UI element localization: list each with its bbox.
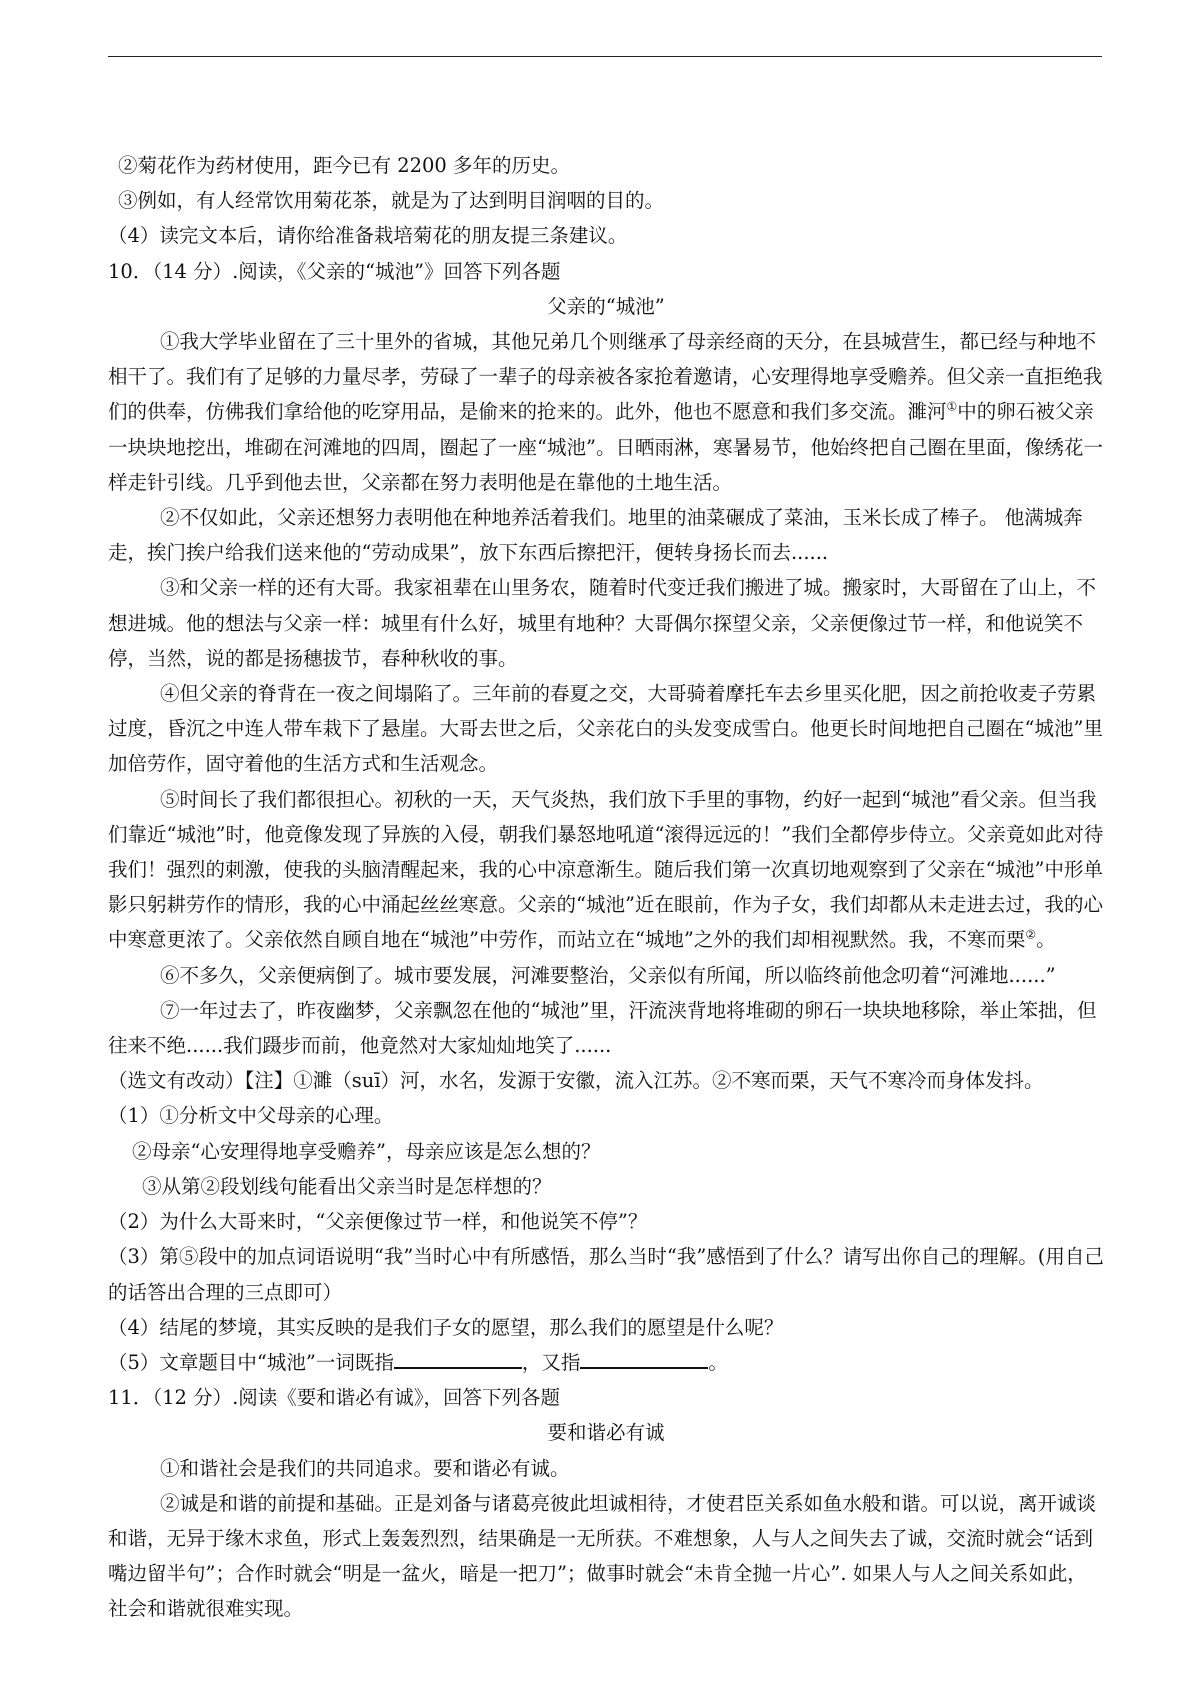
footnote-marker-2: ② — [1025, 927, 1037, 942]
footnote-marker-1: ① — [946, 399, 958, 414]
q10-question-4: （4）结尾的梦境，其实反映的是我们子女的愿望，那么我们的愿望是什么呢？ — [108, 1315, 784, 1339]
answer-blank-1[interactable] — [394, 1347, 522, 1369]
q10-paragraph-4: ④但父亲的脊背在一夜之间塌陷了。三年前的春夏之交，大哥骑着摩托车去乡里买化肥，因之前抢收麦子劳累过度，昏沉之中连人带车栽下了悬崖。大哥去世之后，父亲花白的头发变成雪白。他更长时间地把自己圈在“城池”里加倍劳作，固守着他的生活方式和生活观念。 — [108, 682, 1103, 776]
p1-text-a: ①我大学毕业留在了三十里外的省城，其他兄弟几个则继承了母亲经商的天分，在县城营生，都已经与种地不相干了。我们有了足够的力量尽孝，劳碌了一辈子的母亲被各家抢着邀请，心安理得地享受赡养。但父亲一直拒绝我们的供奉，仿佛我们拿给他的吃穿用品，是偷来的抢来的。此外，他也不愿意和我们多交流。濉河 — [108, 330, 1103, 424]
header-rule — [108, 56, 1102, 57]
q10-question-1-2: ②母亲“心安理得地享受赡养”，母亲应该是怎么想的？ — [132, 1139, 601, 1163]
p1-text-b: 中的卵石被父亲一块块地挖出，堆砌在河滩地的四周，圈起了一座“城池”。日晒雨淋，寒暑易节，他始终把自己圈在里面，像绣花一样走针引线。几乎到他去世，父亲都在努力表明他是在靠他的土地生活。 — [108, 400, 1103, 494]
q10-paragraph-7: ⑦一年过去了，昨夜幽梦，父亲飘忽在他的“城池”里，汗流浃背地将堆砌的卵石一块块地移除，举止笨拙，但往来不绝......我们蹑步而前，他竟然对大家灿灿地笑了...... — [108, 998, 1097, 1058]
q11-article-title: 要和谐必有诚 — [547, 1421, 665, 1445]
q11-paragraph-1: ①和谐社会是我们的共同追求。要和谐必有诚。 — [160, 1456, 570, 1480]
q9-line-3: ③例如，有人经常饮用菊花茶，就是为了达到明目润咽的目的。 — [118, 189, 665, 213]
q10-header: 10．（14 分）.阅读，《父亲的“城池”》回答下列各题 — [108, 259, 561, 283]
q10-paragraph-6: ⑥不多久，父亲便病倒了。城市要发展，河滩要整治，父亲似有所闻，所以临终前他念叨着“河滩地......” — [160, 963, 1056, 987]
q5-text-a: （5）文章题目中“城池”一词既指 — [108, 1350, 394, 1374]
answer-blank-2[interactable] — [580, 1347, 708, 1369]
q11-header: 11．（12 分）.阅读《要和谐必有诚》，回答下列各题 — [108, 1386, 561, 1410]
q10-question-2: （2）为什么大哥来时，“父亲便像过节一样，和他说笑不停”？ — [108, 1210, 648, 1234]
q10-paragraph-3: ③和父亲一样的还有大哥。我家祖辈在山里务农，随着时代变迁我们搬进了城。搬家时，大哥留在了山上，不想进城。他的想法与父亲一样：城里有什么好，城里有地种？大哥偶尔探望父亲，父亲便像过节一样，和他说笑不停，当然，说的都是扬穗拔节，春种秋收的事。 — [108, 576, 1097, 670]
q10-question-1-3: ③从第②段划线句能看出父亲当时是怎样想的？ — [142, 1174, 552, 1198]
p5-text-b: 。 — [1036, 928, 1056, 952]
q10-paragraph-5 — [108, 782, 1104, 958]
q5-text-b: ，又指 — [521, 1350, 581, 1374]
q10-paragraph-1 — [108, 324, 1104, 500]
q10-question-1: （1）①分析文中父母亲的心理。 — [108, 1104, 394, 1128]
q9-line-2: ②菊花作为药材使用，距今已有 2200 多年的历史。 — [118, 154, 571, 177]
q11-paragraph-2: ②诚是和谐的前提和基础。正是刘备与诸葛亮彼此坦诚相待，才使君臣关系如鱼水般和谐。可以说，离开诚谈和谐，无异于缘木求鱼，形式上轰轰烈烈，结果确是一无所获。不难想象，人与人之间失去了诚，交流时就会“话到嘴边留半句”；合作时就会“明是一盆火，暗是一把刀”；做事时就会“未肯全抛一片心”. 如果人与人之间关系如此，社会和谐就很难实现。 — [108, 1491, 1097, 1621]
p5-text-a: ⑤时间长了我们都很担心。初秋的一天，天气炎热，我们放下手里的事物，约好一起到“城池”看父亲。但当我们靠近“城池”时，他竟像发现了异族的入侵，朝我们暴怒地吼道“滚得远远的！”我们全都停步侍立。父亲竟如此对待我们！强烈的刺激，使我的头脑清醒起来，我的心中凉意渐生。随后我们第一次真切地观察到了父亲在“城池”中形单影只躬耕劳作的情形，我的心中涌起丝丝寒意。父亲的“城池”近在眼前，作为子女，我们却都从未走进去过，我的心中寒意更浓了。父亲依然自顾自地在“城池”中劳作，而站立在“城地”之外的我们却相视默然。我，不寒而栗 — [108, 787, 1104, 952]
q10-paragraph-2: ②不仅如此，父亲还想努力表明他在种地养活着我们。地里的油菜碾成了菜油，玉米长成了棒子。 他满城奔走，挨门挨户给我们送来他的“劳动成果”，放下东西后擦把汗，便转身扬长而去...... — [108, 506, 1083, 565]
q9-subquestion-4: （4）读完文本后，请你给准备栽培菊花的朋友提三条建议。 — [108, 224, 628, 248]
q5-text-c: 。 — [708, 1350, 728, 1374]
q10-note: （选文有改动）【注】①濉（suī）河，水名，发源于安徽，流入江苏。②不寒而栗，天气不寒冷而身体发抖。 — [108, 1069, 1044, 1093]
document-body — [108, 148, 1104, 1627]
q10-question-5 — [108, 1345, 1104, 1380]
q10-question-3: （3）第⑤段中的加点词语说明“我”当时心中有所感悟，那么当时“我”感悟到了什么？请写出你自己的理解。(用自己的话答出合理的三点即可） — [108, 1245, 1104, 1304]
q10-article-title: 父亲的“城池” — [547, 294, 665, 318]
